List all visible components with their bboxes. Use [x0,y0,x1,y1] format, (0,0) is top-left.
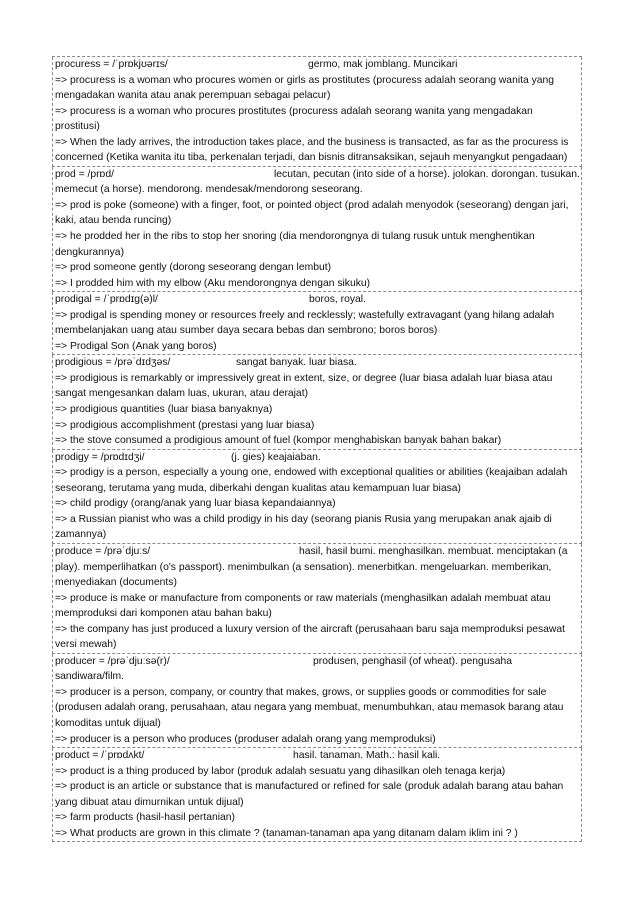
entry-headline [55,654,580,685]
example-line: => the company has just produced a luxury version of the aircraft (perusahaan baru saja memproduksi pesawat versi mewah) [55,623,565,651]
dictionary-page [52,56,582,842]
example-line: => I prodded him with my elbow (Aku mendorongnya dengan sikuku) [55,277,371,289]
example-line: => procuress is a woman who procures prostitutes (procuress adalah seorang wanita yang mengadakan prostitusi) [55,105,533,133]
example-line: => produce is make or manufacture from components or raw materials (menghasilkan adalah membuat atau memproduksi dari komponen atau bahan baku) [55,592,551,620]
entry-headline [55,355,580,371]
entry-headword: prodigious = /prəˈdɪdʒəs/ [55,357,171,369]
entry-headline [55,450,580,466]
entry-headword: procuress = /ˈprɒkjʊərɪs/ [55,59,168,70]
entry-definition: hasil, hasil bumi. menghasilkan. membuat. menciptakan (a play). memperlihatkan (o's passport). menimbulkan (a sensation). menerbitkan. mengeluarkan. memberikan, menyediakan (documents) [55,545,568,589]
entry-headline [55,544,580,591]
example-line: => prodigal is spending money or resources freely and recklessly; wastefully extravagant (yang hilang adalah membelanjakan uang atau sumber daya secara bebas dan sembrono; boros boros) [55,309,555,337]
example-line: => the stove consumed a prodigious amount of fuel (kompor menghabiskan banyak bahan bakar) [55,435,502,447]
example-line: => producer is a person who produces (produser adalah orang yang memproduksi) [55,733,436,745]
example-line: => child prodigy (orang/anak yang luar biasa kepandaiannya) [55,498,336,510]
example-line: => prodigious accomplishment (prestasi yang luar biasa) [55,419,315,431]
entry-prodigal [52,292,582,355]
entry-prodigious [52,355,582,449]
example-line: => a Russian pianist who was a child prodigy in his day (seorang pianis Rusia yang merupakan anak ajaib di zamannya) [55,513,552,541]
example-line: => he prodded her in the ribs to stop her snoring (dia mendorongnya di tulang rusuk untuk menghentikan dengkurannya) [55,231,535,258]
example-line: => product is an article or substance that is manufactured or refined for sale (produk adalah barang atau bahan yang dibuat atau dimurnikan untuk dijual) [55,781,564,808]
example-line: => procuress is a woman who procures women or girls as prostitutes (procuress adalah seorang wanita yang mengadakan wanita atau anak perempuan sebagai pelacur) [55,74,555,102]
entry-headline [55,292,580,308]
entry-prod [52,167,582,292]
example-line: => prod is poke (someone) with a finger, foot, or pointed object (prod adalah menyodok (seseorang) dengan jari, kaki, atau benda runcing) [55,199,569,227]
example-line: => product is a thing produced by labor (produk adalah sesuatu yang dihasilkan oleh tenaga kerja) [55,765,506,777]
example-line: => When the lady arrives, the introduction takes place, and the business is transacted, as far as the procuress is concerned (Ketika wanita itu tiba, perkenalan terjadi, dan bisnis ditransaksikan, sejauh menyangkut pengadaan) [55,136,569,164]
entry-headword: produce = /prəˈdjuːs/ [55,545,151,557]
entry-headword: product = /ˈprɒdʌkt/ [55,750,145,762]
example-line: => producer is a person, company, or country that makes, grows, or supplies goods or commodities for sale (produsen adalah orang, perusahaan, atau negara yang membuat, menumbuhkan, atau memasok barang atau komoditas untuk dijual) [55,686,564,729]
example-line: => farm products (hasil-hasil pertanian) [55,812,235,824]
entry-produce [52,544,582,654]
entry-headline [55,57,580,73]
example-line: => prodigious is remarkably or impressively great in extent, size, or degree (luar biasa adalah luar biasa atau sangat mengesankan dalam luas, ukuran, atau derajat) [55,372,553,400]
entry-headword: prodigy = /prɒdɪdʒi/ [55,451,145,463]
entry-product [52,748,582,842]
example-line: => prodigy is a person, especially a young one, endowed with exceptional qualities or abilities (keajaiban adalah seseorang, terutama yang muda, diberkahi dengan kualitas atau kemampuan luar biasa) [55,467,568,494]
entry-definition: sangat banyak. luar biasa. [236,357,357,369]
entry-definition: boros, royal. [309,294,366,306]
example-line: => prod someone gently (dorong seseorang dengan lembut) [55,262,332,274]
entry-definition: (j. gies) keajaiaban. [231,451,321,463]
example-line: => prodigious quantities (luar biasa banyaknya) [55,404,273,416]
example-line: => Prodigal Son (Anak yang boros) [55,340,217,352]
entry-definition: produsen, penghasil (of wheat). pengusaha sandiwara/film. [55,655,512,683]
entry-definition: hasil. tanaman. Math.: hasil kali. [293,750,441,762]
entry-producer [52,654,582,748]
entry-headword: prod = /prɒd/ [55,168,114,180]
entry-headword: prodigal = /ˈprɒdɪɡ(ə)l/ [55,294,158,306]
entry-procuress [52,57,582,167]
entry-definition: germo, mak jomblang. Muncikari [308,59,458,70]
example-line: => What products are grown in this climate ? (tanaman-tanaman apa yang ditanam dalam iklim ini ? ) [55,827,518,839]
entry-definition: lecutan, pecutan (into side of a horse). jolokan. dorongan. tusukan. memecut (a horse). mendorong. mendesak/mendorong seseorang. [55,168,580,196]
entry-headline [55,167,580,198]
entry-headline [55,748,580,764]
entry-prodigy [52,450,582,544]
entry-headword: producer = /prəˈdjuːsə(r)/ [55,655,170,667]
